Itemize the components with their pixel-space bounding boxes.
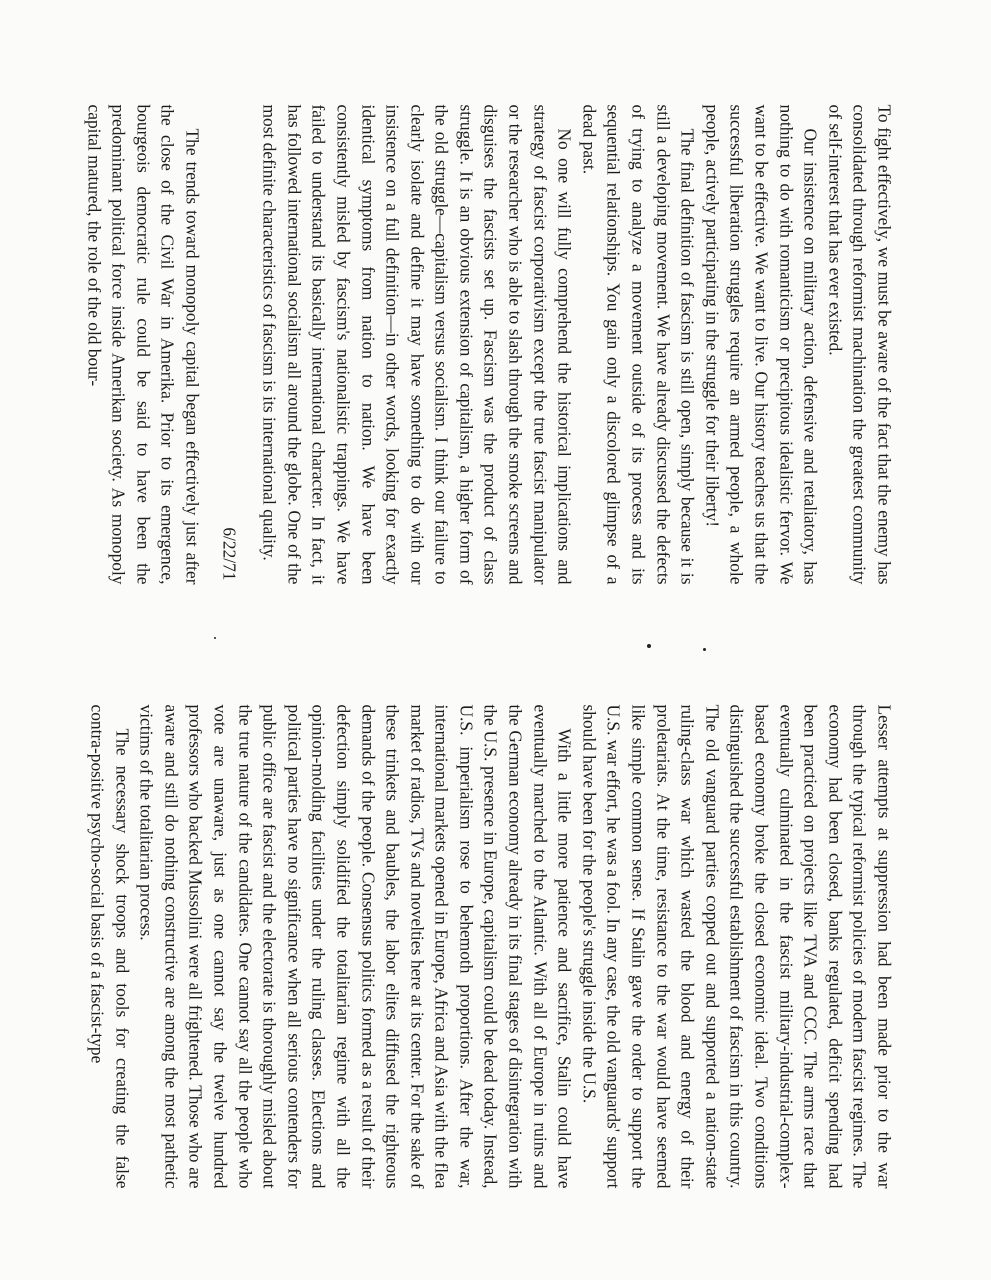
paragraph: No one will fully comprehend the historical implications and strategy of fascist corporativism except the true fascist manipulator or the researcher who is able to slash through the smoke screens and disguises the fascists set up. Fascism was the product of class struggle. It is an obvious extension of capitalism, a higher form of the old struggle—capitalism versus socialism. I think our failure to clearly isolate and define it may have something to do with our insistence on a full definition—in other words, looking for exactly identical symptoms from nation to nation. We have been consistently misled by fascism's nationalistic trappings. We have failed to understand its basically international character. In fact, it has followed international socialism all around the globe. One of the most definite characteristics of fascism is its international quality.	[259, 104, 575, 584]
left-column	[81, 104, 896, 584]
paragraph: The necessary shock troops and tools for creating the false contra-positive psycho-social basis of a fascist-type	[87, 704, 132, 1188]
right-column	[84, 704, 896, 1188]
scan-speck	[703, 648, 706, 651]
paragraph: The trends toward monopoly capital began effectively just after the close of the Civil War in Amerika. Prior to its emergence, bourgeois democratic rule could be said to have been the predominant political force inside Amerikan society. As monopoly capital matured, the role of the old bour-	[83, 104, 202, 584]
paragraph: Our insistence on military action, defensive and retaliatory, has nothing to do with romanticism or precipitous idealistic fervor. We want to be effective. We want to live. Our history teaches us that the successful liberation struggles require an armed people, a whole people, actively participating in the struggle for their liberty!	[701, 104, 821, 584]
scan-speck	[647, 644, 651, 648]
date-line: 6/22/71	[218, 526, 239, 580]
paragraph: Lesser attempts at suppression had been made prior to the war through the typical reformist policies of modern fascist regimes. The economy had been closed, banks regulated, deficit spending had been practiced on projects like TVA and CCC. The arms race that eventually culminated in the fascist military-industrial-complex-based economy broke the closed economic ideal. Two conditions distinguished the successful establishment of fascism in this country. The old vanguard parties copped out and supported a nation-state ruling-class war which wasted the blood and energy of their proletariats. At the time, resistance to the war would have seemed like simple common sense. If Stalin gave the order to support the U.S. war effort, he was a fool. In any case, the old vanguards' support should have been for the people's struggle inside the U.S.	[578, 704, 894, 1188]
paragraph: To fight effectively, we must be aware of the fact that the enemy has consolidated through reformist machination the greatest community of self-interest that has ever existed.	[824, 104, 894, 584]
scan-speck	[214, 637, 216, 639]
paragraph: The final definition of fascism is still open, simply because it is still a developing movement. We have already discussed the defects of trying to analyze a movement outside of its process and its sequential relationships. You gain only a discolored glimpse of a dead past.	[578, 104, 698, 584]
paragraph: With a little more patience and sacrifice, Stalin could have eventually marched to the Atlantic. With all of Europe in ruins and the German economy already in its final stages of disintegration with the U.S. presence in Europe, capitalism could be dead today. Instead, U.S. imperialism rose to behemoth proportions. After the war, international markets opened in Europe, Africa and Asia with the flea market of radios, TVs and novelties here at its center. For the sake of these trinkets and baubles, the labor elites diffused the righteous demands of the people. Consensus politics formed as a result of their defection simply solidified the totalitarian regime with all the opinion-molding facilities under the ruling classes. Elections and political parties have no significance when all serious contenders for public office are fascist and the electorate is thoroughly misled about the true nature of the candidates. One cannot say all the people who vote are unaware, just as one cannot say the twelve hundred professors who backed Mussolini were all frightened. Those who are aware and still do nothing constructive are among the most pathetic victims of the totalitarian process.	[136, 704, 575, 1188]
